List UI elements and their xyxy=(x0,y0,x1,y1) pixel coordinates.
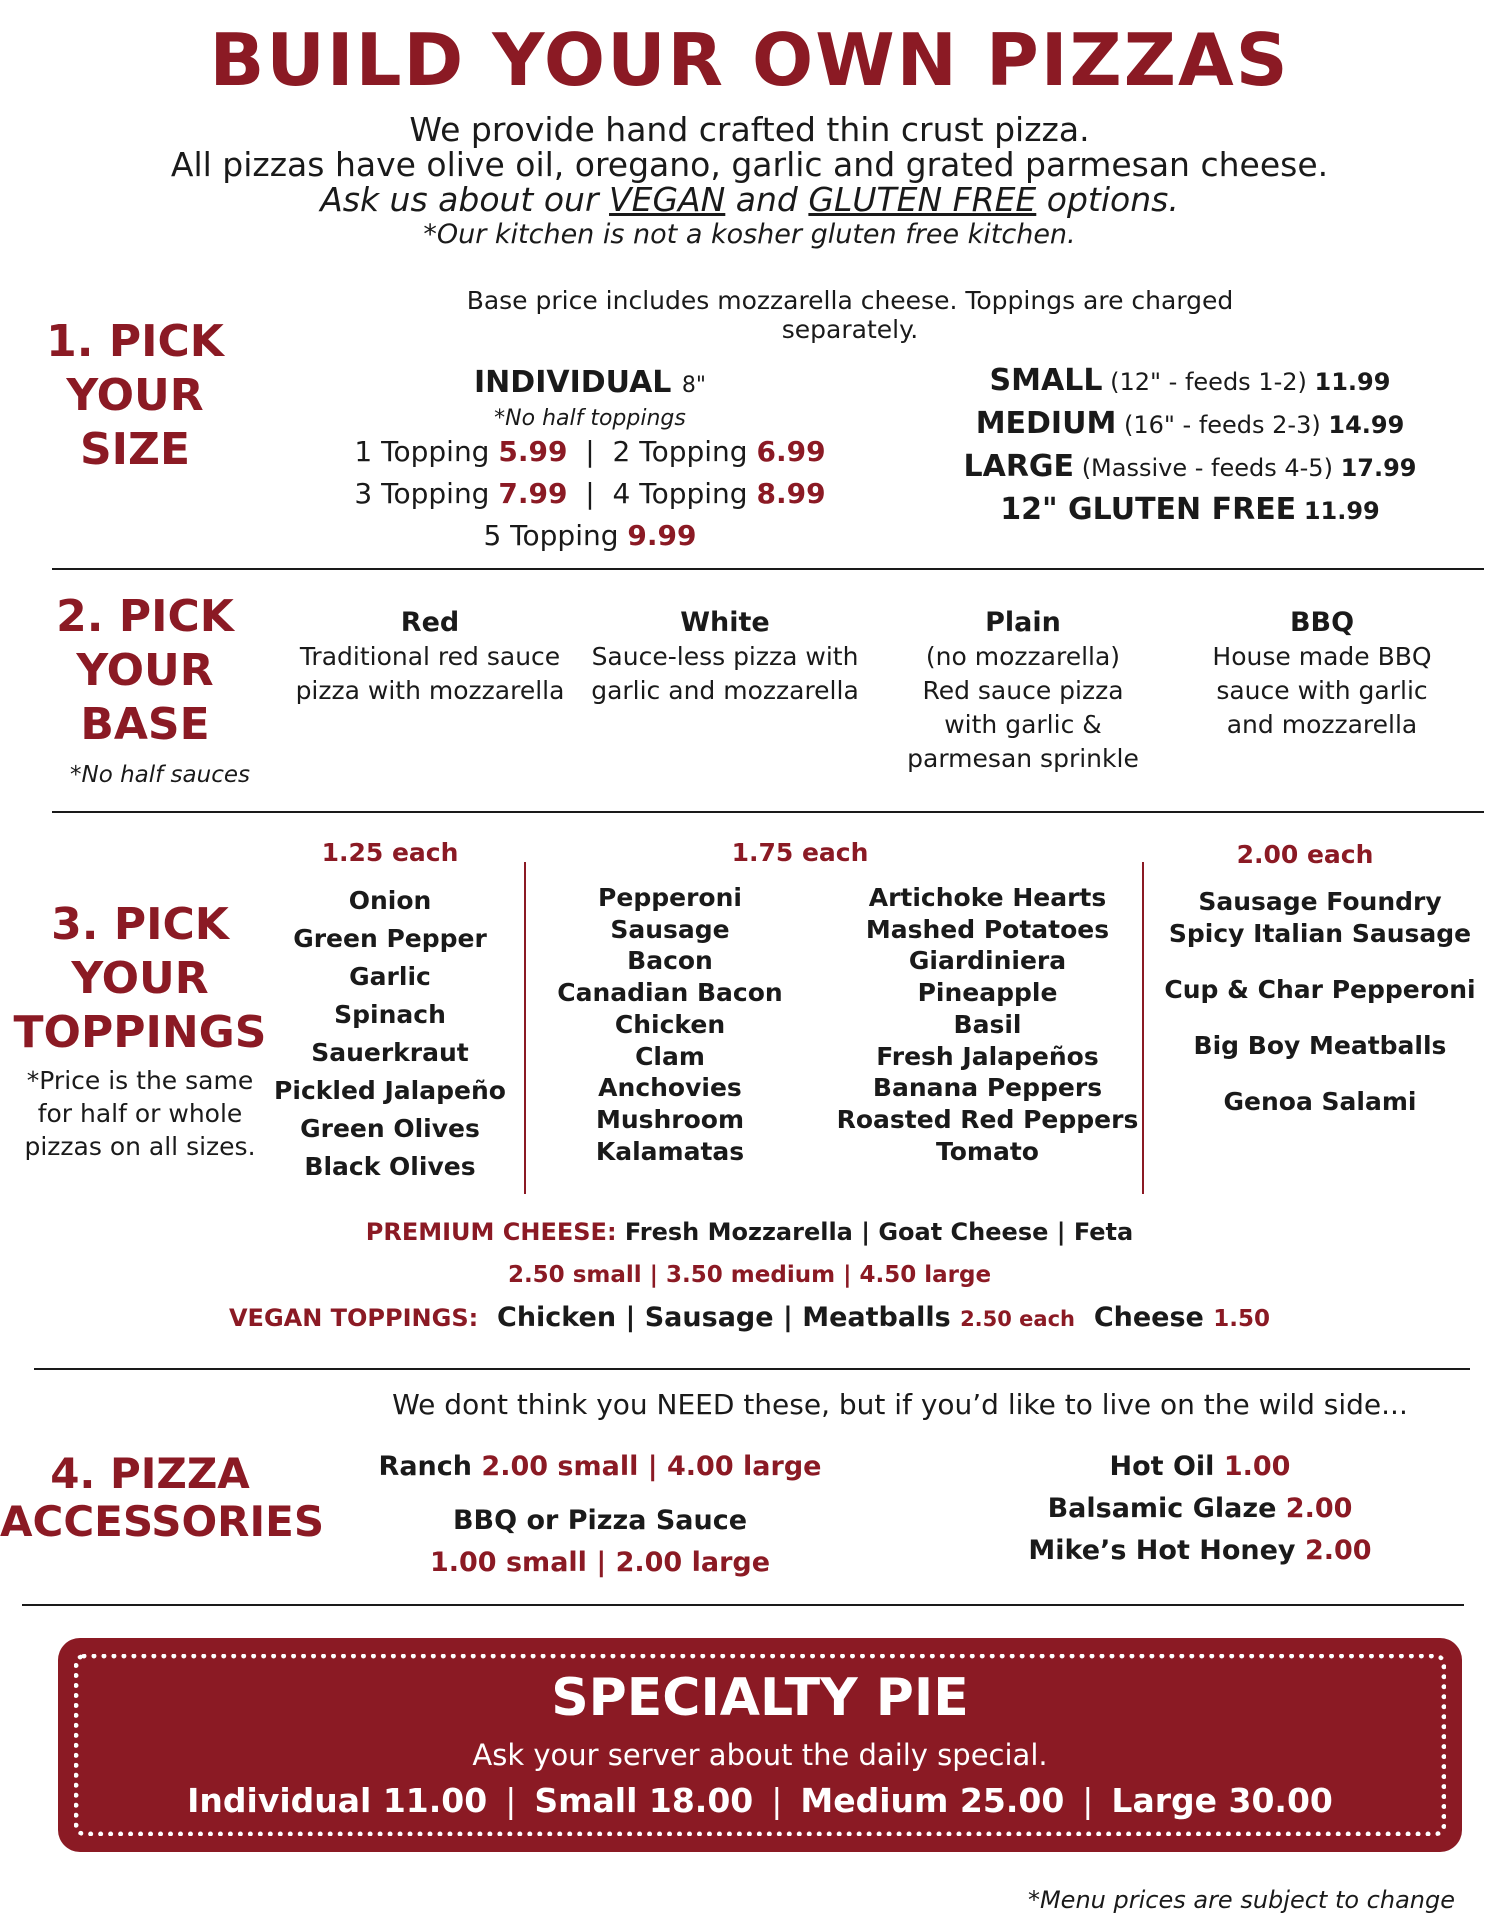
page-title: BUILD YOUR OWN PIZZAS xyxy=(209,18,1290,102)
bbq-sauce-price: 1.00 small | 2.00 large xyxy=(429,1547,771,1578)
topping-item: Clam xyxy=(635,1041,705,1071)
section-3-title xyxy=(10,898,270,1060)
topping-price: 8.99 xyxy=(756,477,826,510)
premium-cheese-row xyxy=(0,1218,1499,1246)
size-name: 12" GLUTEN FREE xyxy=(1000,492,1297,527)
base-white xyxy=(580,606,870,708)
size-row-medium xyxy=(920,403,1460,446)
topping-item: Spicy Italian Sausage xyxy=(1168,919,1472,948)
topping-count-label: 3 Topping xyxy=(354,477,490,510)
size-list xyxy=(920,360,1460,532)
wild-side-note: We dont think you NEED these, but if you’d like to live on the wild side... xyxy=(392,1388,1408,1421)
individual-heading xyxy=(330,362,850,407)
base-name: White xyxy=(680,607,770,638)
base-desc: Traditional red sauce xyxy=(299,642,561,671)
topping-price: 7.99 xyxy=(498,477,568,510)
intro-line-2: All pizzas have olive oil, oregano, garlic and grated parmesan cheese. xyxy=(170,145,1329,184)
no-half-sauces-note: *No half sauces xyxy=(70,762,250,788)
base-name: BBQ xyxy=(1289,607,1355,638)
hot-oil-label: Hot Oil xyxy=(1109,1451,1215,1482)
topping-item: Bacon xyxy=(627,946,713,976)
base-red xyxy=(285,606,575,708)
intro-text xyxy=(0,112,1499,252)
premium-cheese-prices: 2.50 small | 3.50 medium | 4.50 large xyxy=(507,1262,992,1288)
section-1-title xyxy=(30,315,240,477)
vegan-cheese-label: Cheese xyxy=(1093,1302,1204,1333)
size-detail: (12" - feeds 1-2) xyxy=(1110,368,1307,396)
base-name: Red xyxy=(400,607,460,638)
base-desc: pizza with mozzarella xyxy=(295,676,565,705)
intro-text-part: Ask us about our xyxy=(320,180,610,219)
section-title-line: 3. PICK xyxy=(51,899,229,950)
topping-item: Sausage xyxy=(610,914,730,944)
size-price: 14.99 xyxy=(1328,411,1405,439)
specialty-price-individual: Individual 11.00 xyxy=(187,1781,488,1820)
vegan-toppings-price: 2.50 each xyxy=(960,1307,1075,1331)
topping-item: Garlic xyxy=(349,962,431,991)
topping-count-label: 4 Topping xyxy=(612,477,748,510)
specialty-price-medium: Medium 25.00 xyxy=(800,1781,1065,1820)
vegan-toppings-label: VEGAN TOPPINGS: xyxy=(228,1304,479,1332)
separator: | xyxy=(585,435,595,468)
size-name: LARGE xyxy=(963,449,1075,484)
specialty-price-large: Large 30.00 xyxy=(1111,1781,1333,1820)
section-4-title xyxy=(0,1449,325,1546)
individual-size: 8" xyxy=(681,373,706,398)
hot-honey-price: 2.00 xyxy=(1304,1535,1372,1566)
ranch-label: Ranch xyxy=(378,1451,472,1482)
topping-item: Roasted Red Peppers xyxy=(836,1104,1139,1134)
vegan-cheese-price: 1.50 xyxy=(1213,1306,1271,1332)
separator: | xyxy=(771,1781,783,1820)
section-title-line: ACCESSORIES xyxy=(0,1497,325,1546)
topping-item: Pepperoni xyxy=(598,883,742,912)
topping-item: Fresh Jalapeños xyxy=(876,1041,1099,1071)
section-title-line: TOPPINGS xyxy=(13,1007,267,1058)
intro-text-part: and xyxy=(725,180,809,219)
base-bbq xyxy=(1177,606,1467,742)
size-name: MEDIUM xyxy=(975,406,1117,441)
topping-item: Chicken xyxy=(614,1009,726,1039)
kosher-note: *Our kitchen is not a kosher gluten free kitchen. xyxy=(423,219,1076,250)
topping-count-label: 5 Topping xyxy=(483,519,619,552)
topping-count-label: 2 Topping xyxy=(612,435,748,468)
section-title-line: 1. PICK xyxy=(46,316,224,367)
hot-oil-price: 1.00 xyxy=(1223,1451,1291,1482)
size-price: 17.99 xyxy=(1340,454,1417,482)
section-2-title xyxy=(40,590,250,752)
topping-item: Kalamatas xyxy=(595,1136,745,1166)
intro-line-3 xyxy=(0,182,1499,217)
topping-item: Pineapple xyxy=(917,978,1058,1008)
topping-item: Tomato xyxy=(936,1136,1039,1166)
topping-item: Canadian Bacon xyxy=(557,978,783,1008)
specialty-title: SPECIALTY PIE xyxy=(551,1668,969,1728)
balsamic-price: 2.00 xyxy=(1285,1493,1353,1524)
divider xyxy=(52,568,1484,570)
intro-text-part: options. xyxy=(1036,180,1179,219)
topping-item: Pickled Jalapeño xyxy=(274,1076,506,1105)
intro-line-1: We provide hand crafted thin crust pizza. xyxy=(409,110,1090,149)
individual-size-block xyxy=(330,362,850,557)
toppings-column-1 xyxy=(255,882,525,1186)
topping-count-label: 1 Topping xyxy=(354,435,490,468)
topping-price-row xyxy=(330,515,850,557)
specialty-price-small: Small 18.00 xyxy=(534,1781,754,1820)
topping-price: 5.99 xyxy=(498,435,568,468)
specialty-subtitle: Ask your server about the daily special. xyxy=(472,1738,1048,1772)
divider xyxy=(34,1368,1470,1370)
hot-honey-label: Mike’s Hot Honey xyxy=(1028,1535,1296,1566)
topping-item: Anchovies xyxy=(598,1073,742,1103)
base-desc: sauce with garlic xyxy=(1216,676,1428,705)
topping-price: 6.99 xyxy=(756,435,826,468)
section-title-line: 4. PIZZA xyxy=(50,1449,250,1498)
section-title-line: BASE xyxy=(80,699,210,750)
balsamic-row xyxy=(1000,1488,1400,1530)
size-row-small xyxy=(920,360,1460,403)
section-title-line: YOUR xyxy=(71,953,209,1004)
base-desc: with garlic & xyxy=(944,710,1102,739)
price-tier-125: 1.25 each xyxy=(321,838,459,867)
topping-item: Mashed Potatoes xyxy=(865,914,1110,944)
size-detail: (16" - feeds 2-3) xyxy=(1123,411,1321,439)
size-row-large xyxy=(920,446,1460,489)
premium-cheese-items: Fresh Mozzarella | Goat Cheese | Feta xyxy=(624,1218,1134,1246)
accessories-right xyxy=(1000,1446,1400,1572)
section-title-line: YOUR xyxy=(76,645,214,696)
vegan-toppings-items: Chicken | Sausage | Meatballs xyxy=(497,1302,951,1333)
toppings-column-2 xyxy=(540,882,800,1167)
topping-item: Spinach xyxy=(334,1000,446,1029)
separator: | xyxy=(505,1781,517,1820)
accessories-left xyxy=(340,1446,860,1584)
specialty-prices xyxy=(58,1781,1462,1820)
hot-oil-row xyxy=(1000,1446,1400,1488)
premium-cheese-label: PREMIUM CHEESE: xyxy=(365,1218,617,1246)
size-price: 11.99 xyxy=(1303,497,1380,525)
vegan-toppings-row xyxy=(0,1302,1499,1333)
topping-item: Black Olives xyxy=(304,1152,476,1181)
section-title-line: YOUR xyxy=(66,370,204,421)
base-desc: House made BBQ xyxy=(1212,642,1432,671)
price-tier-200: 2.00 each xyxy=(1236,840,1374,869)
toppings-column-3 xyxy=(830,882,1145,1167)
bbq-sauce-label: BBQ or Pizza Sauce xyxy=(452,1505,748,1536)
base-plain xyxy=(878,606,1168,776)
topping-item: Genoa Salami xyxy=(1223,1087,1417,1116)
separator: | xyxy=(1082,1781,1094,1820)
topping-item: Big Boy Meatballs xyxy=(1193,1031,1447,1060)
topping-item: Green Olives xyxy=(300,1114,480,1143)
base-desc: parmesan sprinkle xyxy=(907,744,1139,773)
topping-item: Sauerkraut xyxy=(311,1038,469,1067)
ranch-row xyxy=(340,1446,860,1488)
price-change-footnote: *Menu prices are subject to change xyxy=(1027,1886,1455,1914)
vegan-link-text: VEGAN xyxy=(609,180,726,219)
topping-item: Onion xyxy=(348,886,432,915)
size-row-gluten-free xyxy=(920,489,1460,532)
section-title-line: SIZE xyxy=(79,424,191,475)
price-tier-175: 1.75 each xyxy=(731,838,869,867)
topping-item: Green Pepper xyxy=(293,924,487,953)
toppings-column-4 xyxy=(1155,886,1485,1118)
base-desc: Sauce-less pizza with xyxy=(591,642,859,671)
topping-item: Artichoke Hearts xyxy=(868,883,1107,912)
base-name: Plain xyxy=(985,607,1061,638)
topping-item: Basil xyxy=(953,1009,1022,1039)
base-desc: garlic and mozzarella xyxy=(591,676,859,705)
specialty-pie-banner xyxy=(58,1638,1462,1852)
base-desc: Red sauce pizza xyxy=(922,676,1124,705)
topping-item: Banana Peppers xyxy=(872,1073,1103,1103)
topping-item: Mushroom xyxy=(595,1104,745,1134)
topping-price-row xyxy=(330,431,850,473)
hot-honey-row xyxy=(1000,1530,1400,1572)
balsamic-label: Balsamic Glaze xyxy=(1047,1493,1277,1524)
topping-price-note: *Price is the same for half or whole pizzas on all sizes. xyxy=(24,1066,256,1161)
size-name: SMALL xyxy=(989,363,1103,398)
topping-price-row xyxy=(330,473,850,515)
base-desc: (no mozzarella) xyxy=(925,642,1121,671)
separator: | xyxy=(585,477,595,510)
topping-price: 9.99 xyxy=(627,519,697,552)
divider xyxy=(52,811,1484,813)
base-desc: and mozzarella xyxy=(1226,710,1418,739)
base-price-note: Base price includes mozzarella cheese. Toppings are charged separately. xyxy=(466,286,1234,344)
section-title-line: 2. PICK xyxy=(56,591,234,642)
topping-item: Sausage Foundry xyxy=(1198,887,1442,916)
no-half-toppings-note: *No half toppings xyxy=(494,406,686,431)
topping-item: Cup & Char Pepperoni xyxy=(1164,975,1476,1004)
size-detail: (Massive - feeds 4-5) xyxy=(1081,454,1333,482)
gluten-free-link-text: GLUTEN FREE xyxy=(808,180,1037,219)
divider xyxy=(22,1604,1464,1606)
ranch-price: 2.00 small | 4.00 large xyxy=(481,1451,822,1482)
size-price: 11.99 xyxy=(1314,368,1391,396)
topping-item: Giardiniera xyxy=(908,946,1067,976)
individual-name: INDIVIDUAL xyxy=(474,365,672,400)
